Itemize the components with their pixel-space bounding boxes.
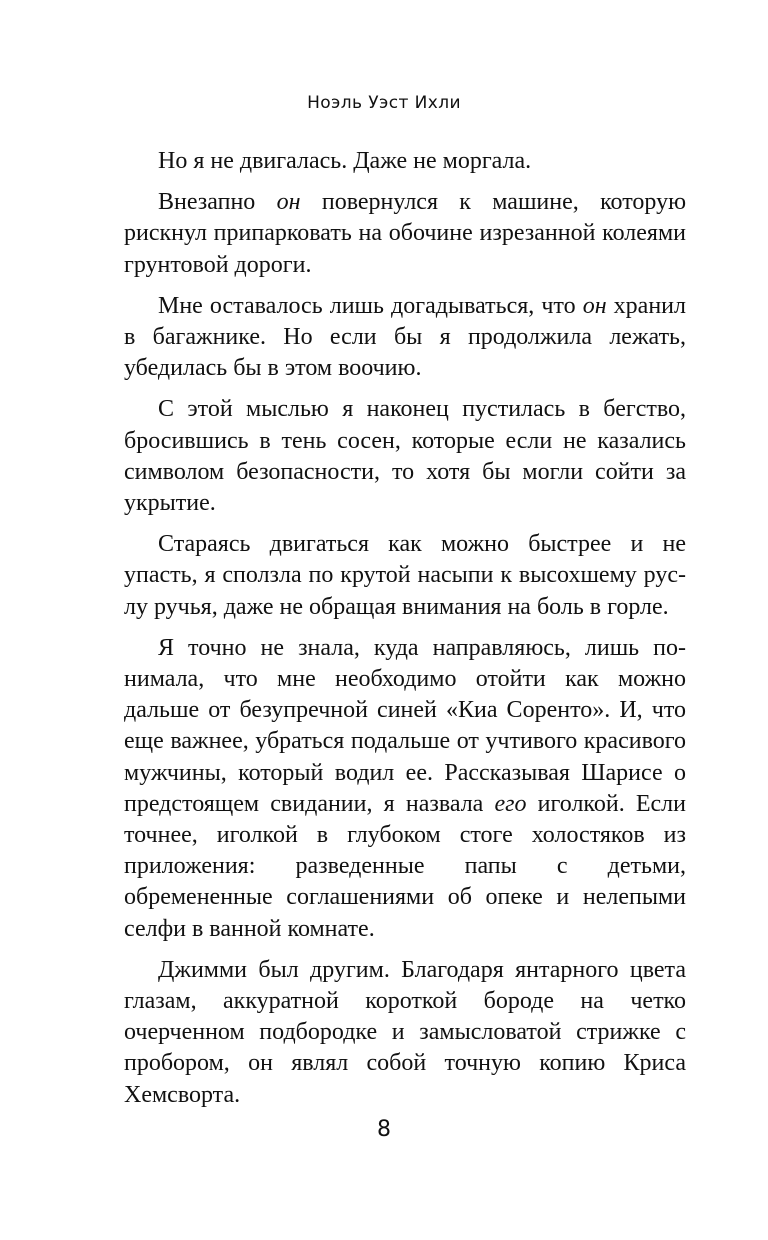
paragraph-5: [124, 529, 686, 623]
text-segment: повернулся к машине, которую рискнул припарковать на обочине изрезанной колеями грунтовой дороги.: [124, 189, 686, 278]
text-segment: Внезапно: [158, 189, 277, 216]
paragraph-6: [124, 633, 686, 945]
text-segment: хранил в багажнике. Но если бы я продолжила лежать, убедилась бы в этом воочию.: [124, 292, 686, 382]
text-segment: Джимми был другим. Благодаря янтарного цвета глазам, аккуратной короткой бороде на четко очерченном подбородке и замысловатой стрижке с пробором, он являл собой точную копию Криса Хемсворта.: [124, 956, 686, 1108]
text-segment: Но я не двигалась. Даже не моргала.: [158, 148, 532, 174]
italic-pronoun: он: [276, 189, 301, 216]
italic-pronoun: его: [494, 790, 527, 817]
page-number: 8: [377, 1117, 391, 1142]
paragraph-1: [124, 146, 686, 177]
paragraph-4: [124, 394, 686, 519]
paragraph-7: [124, 955, 686, 1111]
paragraph-2: [124, 187, 686, 281]
running-head: Ноэль Уэст Ихли: [307, 93, 461, 113]
italic-pronoun: он: [582, 292, 607, 319]
text-segment: иголкой. Если точнее, иголкой в глубоком стоге холостяков из приложения: разведенные папы с детьми, обремененные соглашениями об опеке и нелепыми селфи в ванной комнате.: [124, 790, 686, 942]
text-segment: Мне оставалось лишь догадываться, что: [158, 292, 583, 319]
text-segment: С этой мыслью я наконец пустилась в бегство, бросившись в тень сосен, которые если не казались символом безопасности, то хотя бы могли сойти за укрытие.: [124, 396, 686, 517]
body-text: [124, 146, 686, 1111]
text-segment: Я точно не знала, куда направляюсь, лишь понимала, что мне необходимо отойти как можно дальше от безупречной синей «Киа Соренто». И, что еще важнее, убраться подальше от учтивого красивого мужчины, который водил ее. Рассказывая Шарисе о предстоящем свидании, я назвала: [124, 634, 686, 817]
text-segment: Стараясь двигаться как можно быстрее и не упасть, я сползла по крутой насыпи к высохшему руслу ручья, даже не обращая внимания на боль в горле.: [124, 531, 686, 620]
paragraph-3: [124, 291, 686, 385]
